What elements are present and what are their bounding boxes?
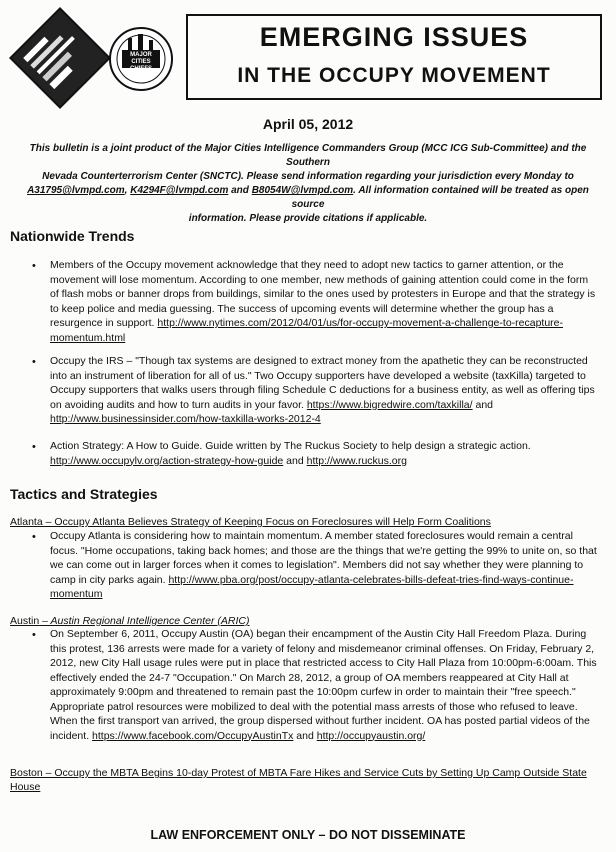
austin-joiner: and	[293, 729, 317, 742]
bigredwire-link[interactable]: https://www.bigredwire.com/taxkilla/	[306, 398, 473, 411]
nationwide-item-2-text: Occupy the IRS – "Though tax systems are designed to extract money from the apathetic they can be reconstructed into an instrument of liberation for all of us." Two Occupy supporters have developed a website (taxKilla) targeted to Occupy supporters that walks users through filing Schedule C deductions for a business entity, as well as offering tips on avoiding audits and how to turn audits in your favor.	[50, 355, 595, 411]
page-title: EMERGING ISSUES	[259, 22, 529, 52]
bulletin-date: April 05, 2012	[262, 116, 354, 132]
nationwide-item-3	[50, 439, 598, 468]
bullet-4: •	[32, 531, 36, 543]
austin-item	[50, 627, 598, 743]
page-subtitle: IN THE OCCUPY MOVEMENT	[237, 64, 551, 87]
austin-heading-city: Austin	[10, 615, 40, 627]
bulletin-notice	[16, 142, 600, 226]
seal-label: MAJOR CITIES CHIEFS	[129, 52, 152, 72]
section-heading-tactics: Tactics and Strategies	[10, 486, 158, 502]
bulletin-line-3-rest: . All information contained will be treated as open source	[291, 185, 589, 210]
email-link-1[interactable]: A31795@lvmpd.com	[27, 185, 125, 196]
facebook-link[interactable]: https://www.facebook.com/OccupyAustinTx	[92, 729, 294, 742]
bullet-1: •	[32, 260, 36, 272]
nytimes-link[interactable]: http://www.nytimes.com/2012/04/01/us/for-occupy-movement-a-challenge-to-recapture-momentum.html	[50, 317, 564, 344]
footer-notice: LAW ENFORCEMENT ONLY – DO NOT DISSEMINATE	[150, 828, 466, 842]
email-sep-2: and	[228, 185, 252, 196]
bullet-5: •	[32, 629, 36, 641]
bulletin-line-4: information. Please provide citations if applicable.	[188, 213, 428, 224]
email-link-2[interactable]: K4294F@lvmpd.com	[130, 185, 229, 196]
nationwide-item-1-text: Members of the Occupy movement acknowledge that they need to adopt new tactics to garner attention, or the movement will lose momentum. According to one member, new methods of gaining attention could come in the form of flash mobs or banner drops from buildings, similar to the ones used by protesters in Europe and that the strategy is to keep police and media guessing. The success of upcoming events will determine whether the group has a resurgence in support.	[50, 259, 596, 329]
nationwide-item-2	[50, 354, 598, 427]
austin-text: On September 6, 2011, Occupy Austin (OA) began their encampment of the Austin City Hall Freedom Plaza. During this protest, 136 arrests were made for a variety of felony and misdemeanor criminal offenses. On Friday, February 2, 2012, new City Hall usage rules were put in place that restricted access to City Hall Plaza from 10:00pm-6:00am. This effectively ended the 24-7 "Occupation." On March 28, 2012, a group of OA members reappeared at City Hall at approximately 9:00pm and threatened to remain past the 10:00pm curfew in order to maintain their "free speech." Appropriate patrol resources were mobilized to deal with the potential mass arrests of those who refused to leave. When the first transport van arrived, the group dispersed without further incident. OA has posted partial videos of the incident.	[50, 628, 597, 742]
boston-heading: Boston – Occupy the MBTA Begins 10-day Protest of MBTA Fare Hikes and Service Cuts by Setting Up Camp Outside State House	[10, 767, 587, 793]
businessinsider-link[interactable]: http://www.businessinsider.com/how-taxkilla-works-2012-4	[50, 413, 321, 425]
atlanta-text: Occupy Atlanta is considering how to maintain momentum. A member stated foreclosures would remain a central focus. "Home occupations, taking back homes; and those are the things that we're getting the 99% to unite on, so that we can come out in larger forces when it comes to legislation". Members did not say whether they were planning to camp in city parks again.	[50, 530, 597, 586]
bulletin-line-3	[16, 184, 600, 212]
major-cities-chiefs-seal	[108, 24, 174, 94]
austin-heading-rest: – Austin Regional Intelligence Center (ARIC)	[39, 615, 250, 627]
email-link-3[interactable]: B8054W@lvmpd.com	[251, 185, 354, 196]
skyline-logo	[9, 7, 111, 109]
nationwide-item-3-joiner: and	[283, 454, 307, 467]
atlanta-item	[50, 529, 598, 602]
bullet-3: •	[32, 441, 36, 453]
ruckus-link[interactable]: http://www.ruckus.org	[306, 454, 407, 467]
skyline-graphic	[12, 10, 108, 106]
bullet-2: •	[32, 356, 36, 368]
occupyaustin-link[interactable]: http://occupyaustin.org/	[316, 729, 426, 742]
atlanta-heading: Atlanta – Occupy Atlanta Believes Strategy of Keeping Focus on Foreclosures will Help Form Coalitions	[10, 516, 491, 528]
bulletin-line-1: This bulletin is a joint product of the Major Cities Intelligence Commanders Group (MCC ICG Sub-Committee) and the Southern	[29, 143, 587, 168]
nationwide-item-2-joiner: and	[472, 398, 494, 411]
bulletin-line-2: Nevada Counterterrorism Center (SNCTC). Please send information regarding your jurisdiction every Monday to	[42, 171, 574, 182]
pba-link[interactable]: http://www.pba.org/post/occupy-atlanta-celebrates-bills-defeat-tries-find-ways-continue-momentum	[50, 573, 574, 600]
austin-heading	[10, 614, 606, 628]
nationwide-item-1	[50, 258, 598, 345]
occupylv-link[interactable]: http://www.occupylv.org/action-strategy-how-guide	[50, 454, 284, 467]
email-sep-1: ,	[124, 185, 131, 196]
title-box	[186, 14, 602, 100]
section-heading-nationwide: Nationwide Trends	[10, 228, 135, 244]
nationwide-item-3-text: Action Strategy: A How to Guide. Guide written by The Ruckus Society to help design a strategic action.	[50, 440, 531, 452]
